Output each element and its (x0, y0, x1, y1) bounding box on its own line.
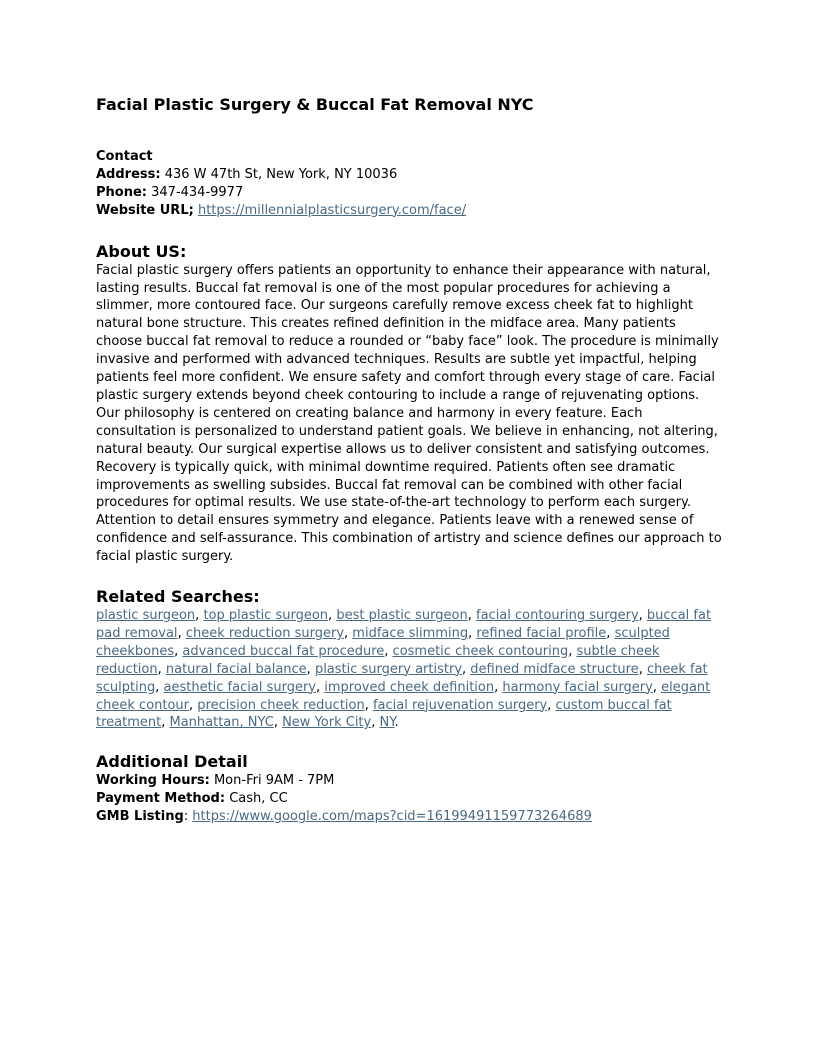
related-search-link[interactable]: precision cheek reduction (197, 697, 365, 713)
related-search-link[interactable]: improved cheek definition (324, 679, 495, 695)
working-hours-line (96, 772, 726, 790)
related-search-link[interactable]: midface slimming (352, 625, 469, 641)
related-search-link[interactable]: New York City (282, 715, 372, 731)
page-title: Facial Plastic Surgery & Buccal Fat Removal NYC (96, 95, 534, 114)
related-search-link[interactable]: custom buccal fat treatment (96, 697, 672, 731)
phone-value: 347-434-9977 (151, 184, 244, 200)
about-heading: About US: (96, 241, 187, 261)
related-search-link[interactable]: advanced buccal fat procedure (182, 643, 385, 659)
website-label: Website URL; (96, 202, 194, 218)
additional-detail-heading: Additional Detail (96, 752, 248, 772)
related-search-link[interactable]: top plastic surgeon (203, 608, 329, 624)
payment-method-label: Payment Method: (96, 791, 226, 807)
related-search-link[interactable]: facial rejuvenation surgery (372, 697, 548, 713)
related-search-link[interactable]: NY (379, 715, 395, 731)
gmb-listing-label: GMB Listing (96, 809, 184, 825)
address-label: Address: (96, 166, 161, 182)
document-page (96, 94, 726, 826)
related-search-link[interactable]: plastic surgeon (96, 608, 196, 624)
gmb-listing-line: GMB Listing: https://www.google.com/maps?cid=16199491159773264689 (96, 809, 592, 825)
related-search-link[interactable]: buccal fat pad removal (96, 608, 712, 641)
payment-method-value: Cash, CC (229, 791, 288, 807)
related-search-link[interactable]: defined midface structure (470, 661, 639, 677)
related-search-link[interactable]: elegant cheek contour (96, 679, 711, 713)
related-search-link[interactable]: natural facial balance (165, 661, 307, 677)
related-search-link[interactable]: aesthetic facial surgery (163, 679, 316, 695)
address-value: 436 W 47th St, New York, NY 10036 (164, 166, 398, 182)
additional-detail-section (96, 752, 726, 826)
related-search-link[interactable]: Manhattan, NYC (169, 715, 274, 731)
gmb-listing-link[interactable]: https://www.google.com/maps?cid=16199491159773264689 (192, 809, 592, 825)
related-search-link[interactable]: cheek fat sculpting (96, 661, 708, 695)
related-search-link[interactable]: cheek reduction surgery (185, 625, 345, 641)
related-search-link[interactable]: sculpted cheekbones (96, 625, 670, 659)
related-search-link[interactable]: best plastic surgeon (336, 608, 468, 624)
related-search-link[interactable]: cosmetic cheek contouring (392, 643, 569, 659)
related-search-link[interactable]: subtle cheek reduction (96, 643, 660, 677)
related-search-link[interactable]: plastic surgery artistry (314, 661, 463, 677)
related-search-link[interactable]: facial contouring surgery (476, 608, 639, 624)
about-text: Facial plastic surgery offers patients an opportunity to enhance their appearance with natural, lasting results. Buccal fat removal is one of the most popular procedures for achieving a slimmer, more contoured face. Our surgeons carefully remove excess cheek fat to highlight natural bone structure. This creates refined definition in the midface area. Many patients choose buccal fat removal to reduce a rounded or “baby face” look. The procedure is minimally invasive and performed with advanced techniques. Results are subtle yet impactful, helping patients feel more confident. We ensure safety and comfort through every stage of care. Facial plastic surgery extends beyond cheek contouring to include a range of rejuvenating options. Our philosophy is centered on creating balance and harmony in every feature. Each consultation is personalized to understand patient goals. We believe in enhancing, not altering, natural beauty. Our surgical expertise allows us to deliver consistent and satisfying outcomes. Recovery is typically quick, with minimal downtime required. Patients often see dramatic improvements as swelling subsides. Buccal fat removal can be combined with other facial procedures for optimal results. We use state-of-the-art technology to perform each surgery. Attention to detail ensures symmetry and elegance. Patients leave with a renewed sense of confidence and self-assurance. This combination of artistry and science defines our approach to facial plastic surgery. (96, 262, 722, 565)
working-hours-value: Mon-Fri 9AM - 7PM (213, 773, 335, 789)
website-link[interactable]: https://millennialplasticsurgery.com/face/ (197, 202, 467, 218)
about-section (96, 242, 726, 566)
related-search-link[interactable]: refined facial profile (476, 625, 607, 641)
phone-line (96, 184, 726, 202)
related-searches-section (96, 587, 726, 732)
related-searches-links: plastic surgeon, top plastic surgeon, best plastic surgeon, facial contouring surgery, buccal fat pad removal, cheek reduction surgery, midface slimming, refined facial profile, sculpted cheekbones, advanced buccal fat procedure, cosmetic cheek contouring, subtle cheek reduction, natural facial balance, plastic surgery artistry, defined midface structure, cheek fat sculpting, aesthetic facial surgery, improved cheek definition, harmony facial surgery, elegant cheek contour, precision cheek reduction, facial rejuvenation surgery, custom buccal fat treatment, Manhattan, NYC, New York City, NY. (96, 608, 712, 731)
related-searches-heading: Related Searches: (96, 587, 260, 607)
payment-method-line (96, 790, 726, 808)
address-line (96, 166, 726, 184)
working-hours-label: Working Hours: (96, 773, 210, 789)
phone-label: Phone: (96, 184, 147, 200)
related-search-link[interactable]: harmony facial surgery (502, 679, 653, 695)
contact-heading: Contact (96, 149, 153, 164)
contact-section (96, 148, 726, 220)
website-line (96, 202, 726, 220)
